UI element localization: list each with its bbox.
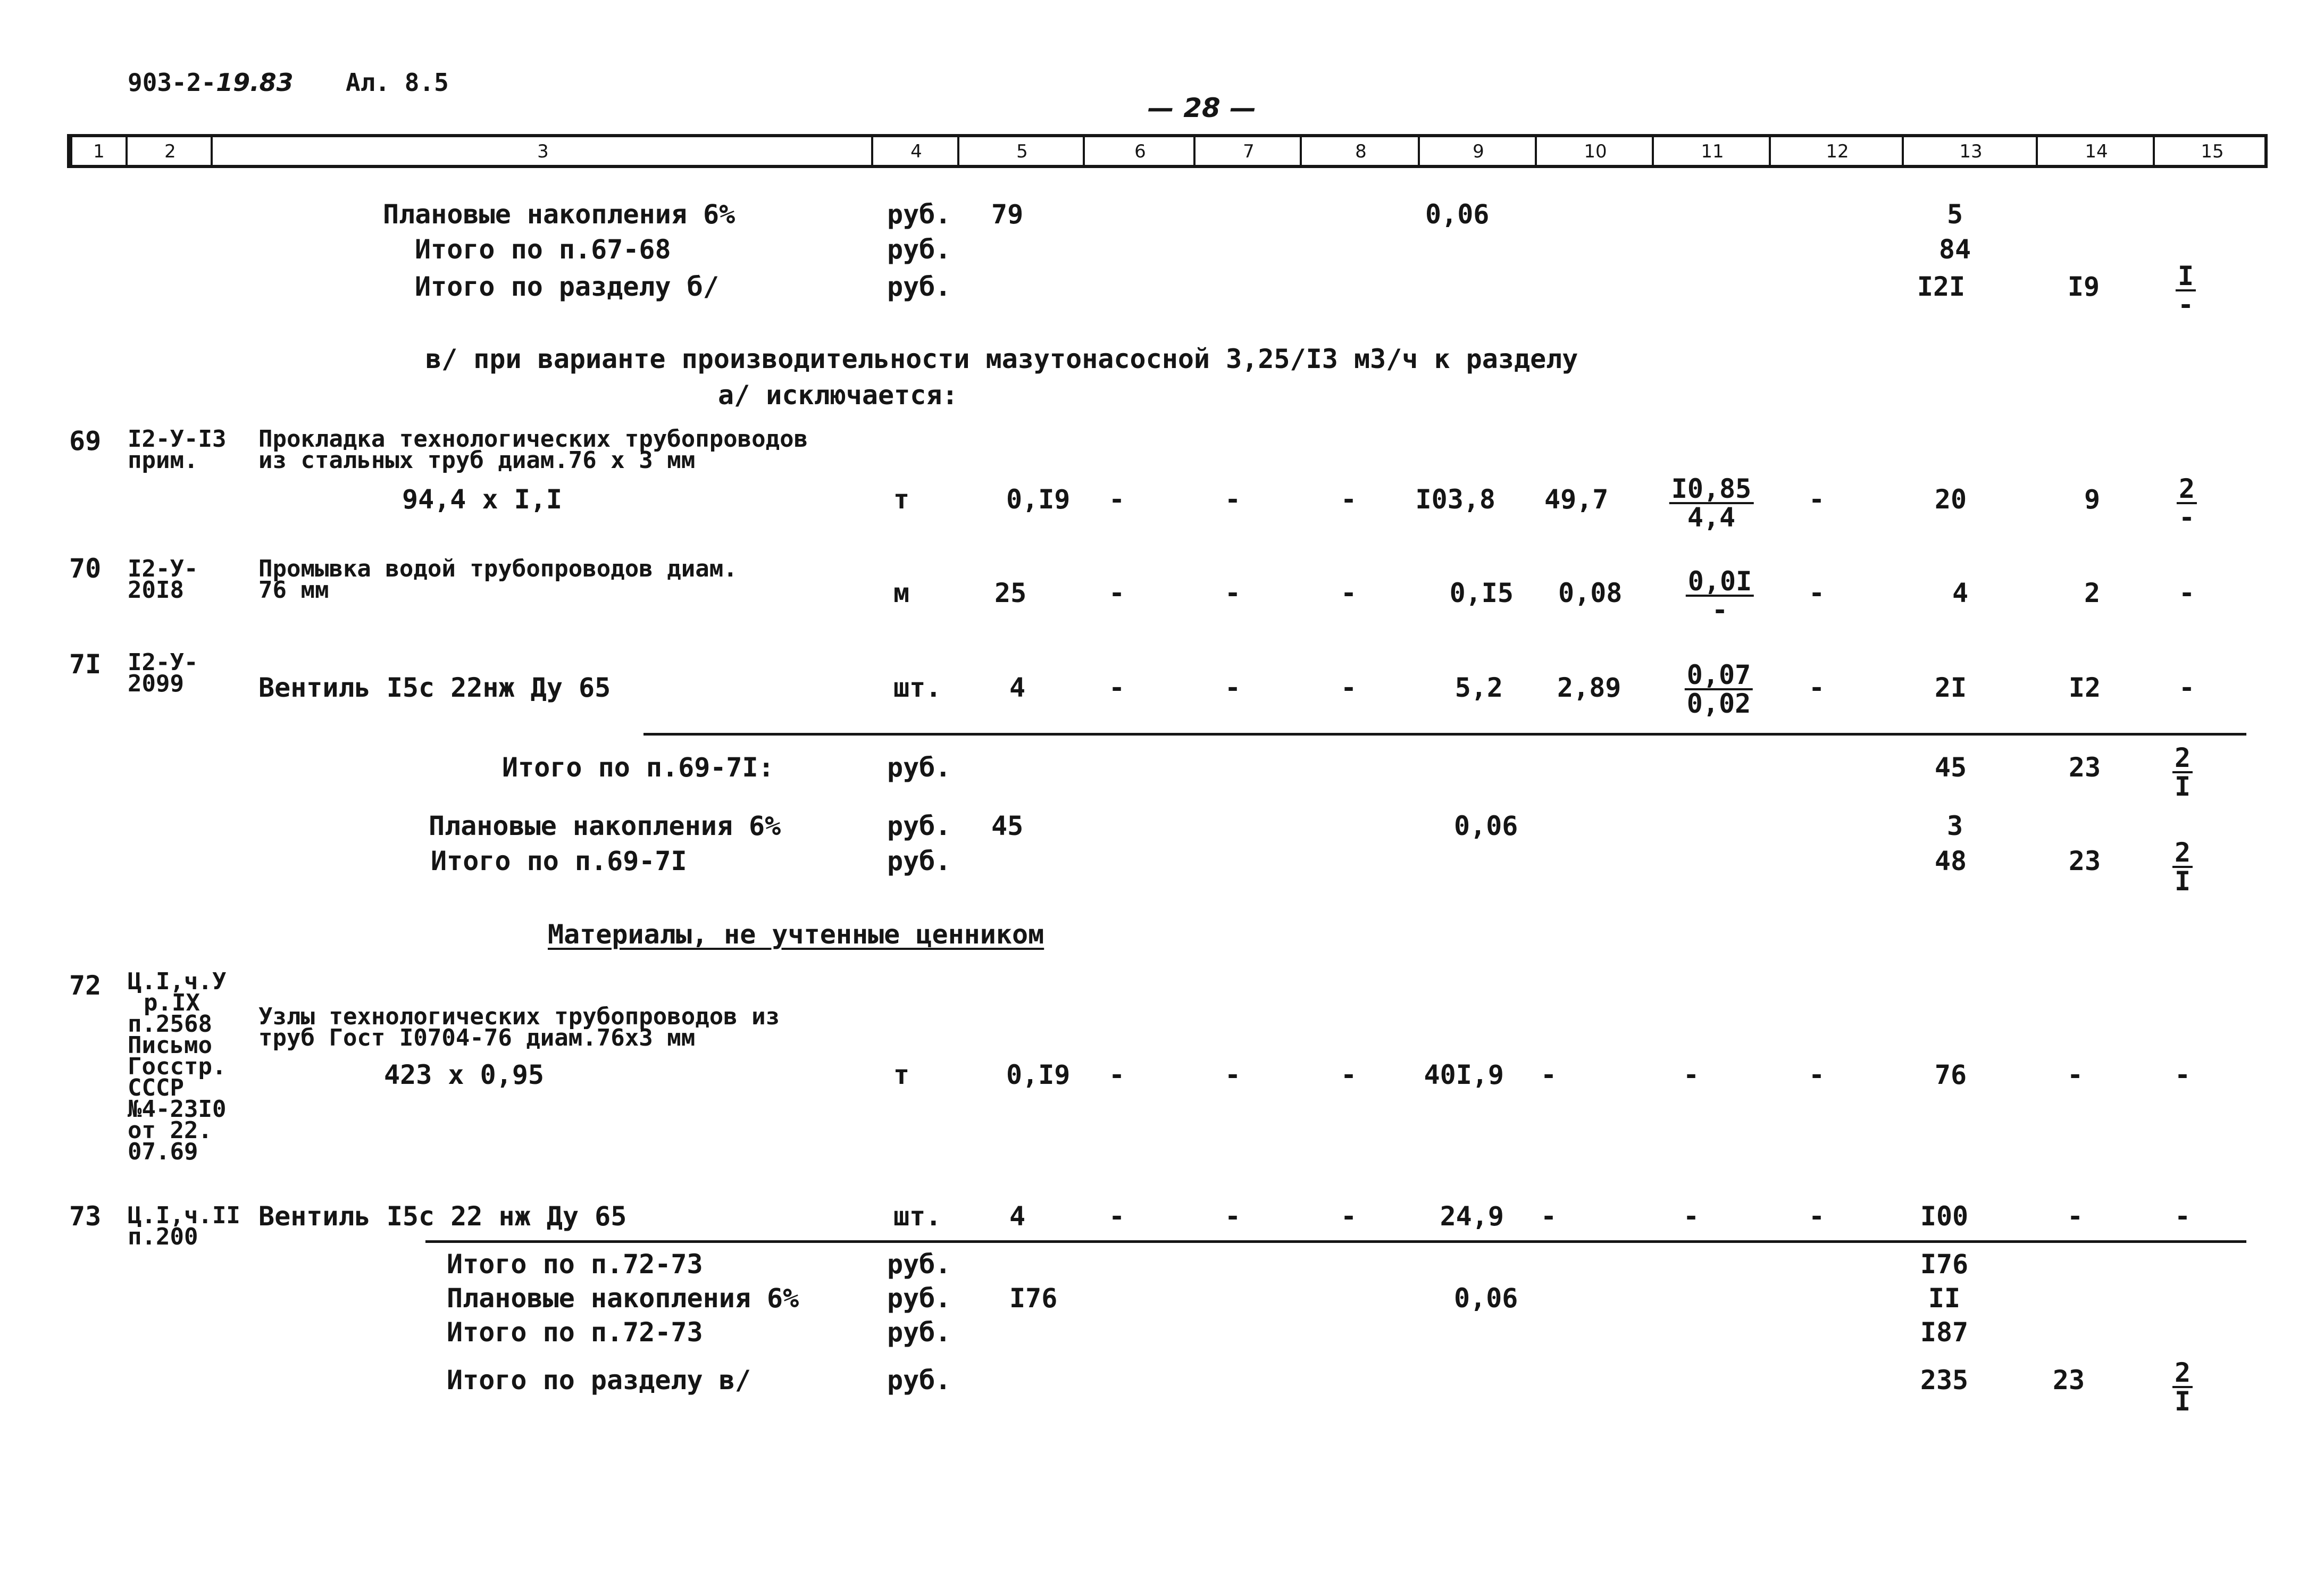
cell-col9: 5,2 [1454, 672, 1503, 703]
col-header-14: 14 [2036, 137, 2155, 165]
row-unit: руб. [887, 811, 951, 841]
col-header-2: 2 [126, 137, 213, 165]
row-unit: руб. [887, 1249, 951, 1280]
cell-col13: I00 [1920, 1201, 1969, 1232]
cell-col13: I76 [1920, 1249, 1969, 1280]
col-header-3: 3 [211, 137, 873, 165]
row-name: Итого по разделу б/ [415, 271, 719, 302]
row-name: Итого по п.72-73 [447, 1317, 703, 1348]
row-code-line: от 22. [128, 1117, 212, 1144]
section-heading: в/ при варианте производительности мазутонасосной 3,25/I3 м3/ч к разделу [425, 344, 1578, 374]
document-code-handwritten: 19.83 [216, 68, 294, 97]
cell-col6: - [1108, 484, 1125, 515]
fraction-denominator: I [2174, 771, 2191, 802]
row-name: Узлы технологических трубопроводов из [258, 1003, 780, 1030]
cell-col12: - [1808, 1059, 1825, 1090]
row-unit: шт. [893, 1201, 942, 1232]
cell-col13: 5 [1946, 199, 1963, 230]
cell-col6: - [1108, 672, 1125, 703]
cell-col9: 0,06 [1454, 1283, 1518, 1314]
cell-col11-fraction [1685, 659, 1753, 719]
cell-col15-fraction [2172, 1359, 2193, 1415]
column-header-row [67, 134, 2268, 168]
cell-col5: 0,I9 [1006, 484, 1071, 515]
col-header-4: 4 [871, 137, 959, 165]
row-name: Промывка водой трубопроводов диам. [258, 555, 738, 582]
cell-col8: - [1340, 1201, 1357, 1232]
row-unit: м [893, 578, 910, 608]
row-unit: руб. [887, 1365, 951, 1396]
cell-col5: 45 [991, 811, 1024, 841]
row-code: I2-У- [128, 649, 198, 676]
cell-col6: - [1108, 1201, 1125, 1232]
section-subheading: а/ исключается: [718, 380, 958, 411]
row-code-line: 07.69 [128, 1138, 198, 1165]
cell-col14: 23 [2052, 1365, 2085, 1396]
row-name: Итого по п.69-7I: [502, 752, 774, 783]
cell-col7: - [1224, 484, 1241, 515]
fraction-numerator: 0,07 [1685, 662, 1753, 690]
col-header-6: 6 [1083, 137, 1196, 165]
col-header-11: 11 [1652, 137, 1771, 165]
cell-col8: - [1340, 484, 1357, 515]
cell-col14: 23 [2068, 752, 2101, 783]
cell-col14: 23 [2068, 846, 2101, 876]
fraction-denominator: I [2174, 866, 2191, 897]
cell-col15: - [2178, 578, 2195, 608]
row-code-note: прим. [128, 447, 198, 474]
cell-col13: 45 [1934, 752, 1967, 783]
cell-col14: - [2067, 1201, 2084, 1232]
cell-col5: 0,I9 [1006, 1059, 1071, 1090]
row-name: Вентиль I5с 22нж Ду 65 [258, 672, 611, 703]
cell-col14: 9 [2084, 484, 2101, 515]
cell-col11-fraction [1686, 568, 1754, 623]
cell-col9: 0,06 [1454, 811, 1518, 841]
row-unit: руб. [887, 199, 951, 230]
cell-col5: 4 [1009, 1201, 1026, 1232]
fraction-numerator: 2 [2172, 745, 2193, 773]
cell-col13: 84 [1938, 234, 1971, 265]
cell-col5: 4 [1009, 672, 1026, 703]
row-name: Вентиль I5с 22 нж Ду 65 [258, 1201, 627, 1232]
cell-col13: 2I [1934, 672, 1967, 703]
fraction-denominator: 0,02 [1686, 688, 1751, 719]
cell-col8: - [1340, 578, 1357, 608]
row-number: 7I [69, 649, 102, 680]
row-code-line: СССР [128, 1074, 184, 1101]
cell-col13: 20 [1934, 484, 1967, 515]
row-name-cont: из стальных труб диам.76 х 3 мм [258, 447, 696, 474]
fraction-denominator: - [2178, 502, 2195, 533]
col-header-1: 1 [93, 141, 105, 162]
subtotal-rule [425, 1240, 2246, 1243]
row-number: 69 [69, 425, 102, 456]
col-header-8: 8 [1300, 137, 1420, 165]
document-code-prefix: 903-2- [128, 68, 216, 97]
cell-col5: 79 [991, 199, 1024, 230]
row-name: Плановые накопления 6% [429, 811, 781, 841]
subtotal-rule [643, 733, 2246, 736]
cell-col13: 76 [1934, 1059, 1967, 1090]
fraction-denominator: I [2174, 1386, 2191, 1417]
row-code-line: р.IX [144, 989, 200, 1016]
row-code-cont: 20I8 [128, 577, 184, 604]
fraction-numerator: I0,85 [1669, 475, 1754, 504]
col-header-5: 5 [957, 137, 1085, 165]
cell-col10: 49,7 [1544, 484, 1609, 515]
cell-col9: 24,9 [1440, 1201, 1504, 1232]
row-code: I2-У- [128, 555, 198, 582]
col-header-10: 10 [1535, 137, 1654, 165]
row-code: I2-У-I3 [128, 425, 227, 453]
row-code-line: п.2568 [128, 1011, 212, 1038]
cell-col13: 4 [1952, 578, 1969, 608]
row-code-line: Письмо [128, 1032, 212, 1059]
row-unit: руб. [887, 271, 951, 302]
cell-col7: - [1224, 1059, 1241, 1090]
cell-col13: I87 [1920, 1317, 1969, 1348]
col-header-15: 15 [2153, 137, 2270, 165]
row-calc: 94,4 х I,I [402, 484, 563, 515]
cell-col12: - [1808, 672, 1825, 703]
cell-col13: I2I [1917, 271, 1966, 302]
cell-col9: I03,8 [1415, 484, 1495, 515]
row-code-cont: 2099 [128, 670, 184, 697]
cell-col7: - [1224, 672, 1241, 703]
cell-col11: - [1683, 1059, 1700, 1090]
row-unit: шт. [893, 672, 942, 703]
cell-col13: 3 [1946, 811, 1963, 841]
fraction-denominator: - [2177, 289, 2194, 320]
row-number: 73 [69, 1201, 102, 1232]
cell-col10: 0,08 [1558, 578, 1623, 608]
cell-col7: - [1224, 578, 1241, 608]
fraction-numerator: 2 [2172, 1359, 2193, 1388]
row-unit: руб. [887, 846, 951, 876]
page-number: — 28 — [1147, 93, 1257, 123]
cell-col12: - [1808, 1201, 1825, 1232]
row-code-line: Госстр. [128, 1053, 227, 1080]
row-number: 72 [69, 970, 102, 1001]
col-header-12: 12 [1769, 137, 1904, 165]
cell-col13: 235 [1920, 1365, 1969, 1396]
row-name: Итого по п.72-73 [447, 1249, 703, 1280]
col-header-7: 7 [1193, 137, 1302, 165]
fraction-denominator: - [1711, 595, 1728, 625]
cell-col10: 2,89 [1557, 672, 1621, 703]
cell-col7: - [1224, 1201, 1241, 1232]
row-number: 70 [69, 553, 102, 584]
row-unit: т [893, 484, 910, 515]
cell-col12: - [1808, 578, 1825, 608]
cell-col14: I2 [2068, 672, 2101, 703]
col-header-9: 9 [1418, 137, 1537, 165]
cell-col13: II [1928, 1283, 1961, 1314]
cell-col8: - [1340, 1059, 1357, 1090]
cell-col15-fraction [2172, 742, 2193, 802]
row-code-line: №4-23I0 [128, 1096, 227, 1123]
cell-col9: 40I,9 [1424, 1059, 1504, 1090]
document-code [128, 68, 294, 97]
cell-col14: - [2067, 1059, 2084, 1090]
cell-col9: 0,I5 [1449, 578, 1514, 608]
cell-col10: - [1540, 1201, 1557, 1232]
row-code: Ц.I,ч.II [128, 1202, 240, 1229]
col-header-13: 13 [1902, 137, 2038, 165]
cell-col8: - [1340, 672, 1357, 703]
row-unit: руб. [887, 1317, 951, 1348]
cell-col9: 0,06 [1425, 199, 1490, 230]
row-name-cont: 76 мм [258, 577, 329, 604]
row-name: Прокладка технологических трубопроводов [258, 425, 808, 453]
row-unit: руб. [887, 1283, 951, 1314]
cell-col5: 25 [994, 578, 1027, 608]
row-code-line: Ц.I,ч.У [128, 968, 227, 995]
row-name: Итого по п.69-7I [431, 846, 687, 876]
cell-col10: - [1540, 1059, 1557, 1090]
cell-col14: 2 [2084, 578, 2101, 608]
cell-col15-fraction [2172, 839, 2193, 895]
cell-col15-fraction [2176, 263, 2196, 318]
row-name: Итого по разделу в/ [447, 1365, 751, 1396]
fraction-numerator: 2 [2172, 839, 2193, 868]
row-code-cont: п.200 [128, 1223, 198, 1250]
fraction-numerator: I [2176, 263, 2196, 291]
fraction-numerator: 2 [2177, 475, 2197, 504]
row-unit: руб. [887, 234, 951, 265]
cell-col5: I76 [1009, 1283, 1058, 1314]
materials-heading: Материалы, не учтенные ценником [548, 919, 1044, 950]
cell-col15: - [2174, 1201, 2191, 1232]
row-name-cont: труб Гост I0704-76 диам.76х3 мм [258, 1024, 696, 1051]
cell-col13: 48 [1934, 846, 1967, 876]
album-label: Ал. 8.5 [346, 68, 449, 97]
row-calc: 423 х 0,95 [384, 1059, 545, 1090]
fraction-numerator: 0,0I [1686, 568, 1754, 597]
row-name: Плановые накопления 6% [383, 199, 735, 230]
cell-col15: - [2174, 1059, 2191, 1090]
cell-col15: - [2178, 672, 2195, 703]
cell-col6: - [1108, 578, 1125, 608]
cell-col14: I9 [2067, 271, 2100, 302]
cell-col12: - [1808, 484, 1825, 515]
row-unit: т [893, 1059, 910, 1090]
cell-col11-fraction [1669, 475, 1754, 531]
row-unit: руб. [887, 752, 951, 783]
cell-col6: - [1108, 1059, 1125, 1090]
cell-col11: - [1683, 1201, 1700, 1232]
cell-col15-fraction [2177, 475, 2197, 531]
row-name: Плановые накопления 6% [447, 1283, 799, 1314]
row-name: Итого по п.67-68 [415, 234, 671, 265]
fraction-denominator: 4,4 [1687, 502, 1736, 533]
